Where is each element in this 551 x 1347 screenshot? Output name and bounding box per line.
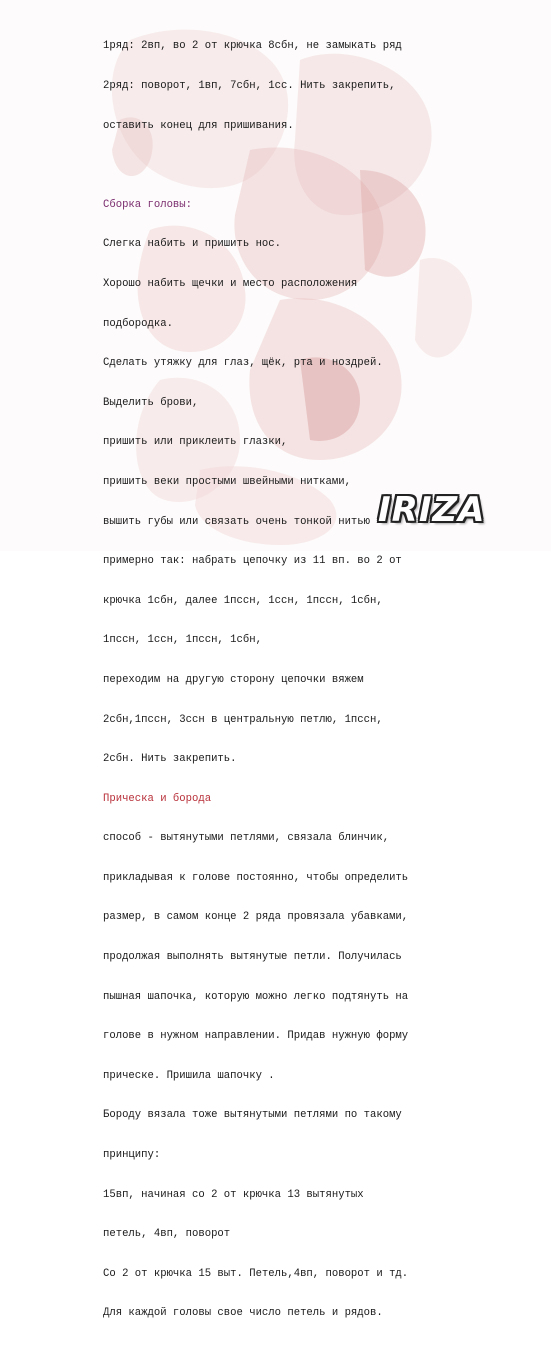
text-line: Хорошо набить щечки и место расположения [103,277,358,290]
text-line: оставить конец для пришивания. [103,119,294,132]
text-line: продолжая выполнять вытянутые петли. Получилась [103,951,402,964]
iriza-watermark-logo: IRIZA [378,490,486,530]
section-heading-hair-beard: Прическа и борода [103,792,212,805]
text-line: способ - вытянутыми петлями, связала блинчик, [103,832,390,845]
text-line: 1ряд: 2вп, во 2 от крючка 8сбн, не замыкать ряд [103,40,402,53]
text-line: петель, 4вп, поворот [103,1228,231,1241]
text-line: крючка 1сбн, далее 1пссн, 1ссн, 1пссн, 1сбн, [103,594,383,607]
text-line: примерно так: набрать цепочку из 11 вп. во 2 от [103,555,402,568]
text-line: пышная шапочка, которую можно легко подтянуть на [103,990,409,1003]
text-line: прическе. Пришила шапочку . [103,1069,275,1082]
text-line: 2сбн. Нить закрепить. [103,753,237,766]
text-line: Выделить брови, [103,396,199,409]
text-line: голове в нужном направлении. Придав нужную форму [103,1030,409,1043]
text-line: пришить или приклеить глазки, [103,436,288,449]
spacer [103,159,543,172]
text-line: Для каждой головы свое число петель и рядов. [103,1307,383,1320]
text-line: 1пссн, 1ссн, 1пссн, 1сбн, [103,634,262,647]
text-line: Сделать утяжку для глаз, щёк, рта и ноздрей. [103,357,383,370]
text-line: пришить веки простыми швейными нитками, [103,475,351,488]
text-line: Со 2 от крючка 15 выт. Петель,4вп, поворот и тд. [103,1267,409,1280]
section-heading-head-assembly: Сборка головы: [103,198,193,211]
text-line: 2ряд: поворот, 1вп, 7сбн, 1сс. Нить закрепить, [103,80,396,92]
text-line: вышить губы или связать очень тонкой нитью [103,515,371,528]
text-line: размер, в самом конце 2 ряда провязала убавками, [103,911,409,924]
text-line: переходим на другую сторону цепочки вяжем [103,673,364,686]
text-line: прикладывая к голове постоянно, чтобы определить [103,871,409,884]
text-line: 15вп, начиная со 2 от крючка 13 вытянутых [103,1188,364,1201]
text-line: Бороду вязала тоже вытянутыми петлями по такому [103,1109,402,1122]
document-text [103,14,543,1347]
text-line: принципу: [103,1149,161,1162]
text-line: подбородка. [103,317,173,330]
text-line: Слегка набить и пришить нос. [103,238,282,251]
text-line: 2сбн,1пссн, 3ссн в центральную петлю, 1пссн, [103,713,383,726]
